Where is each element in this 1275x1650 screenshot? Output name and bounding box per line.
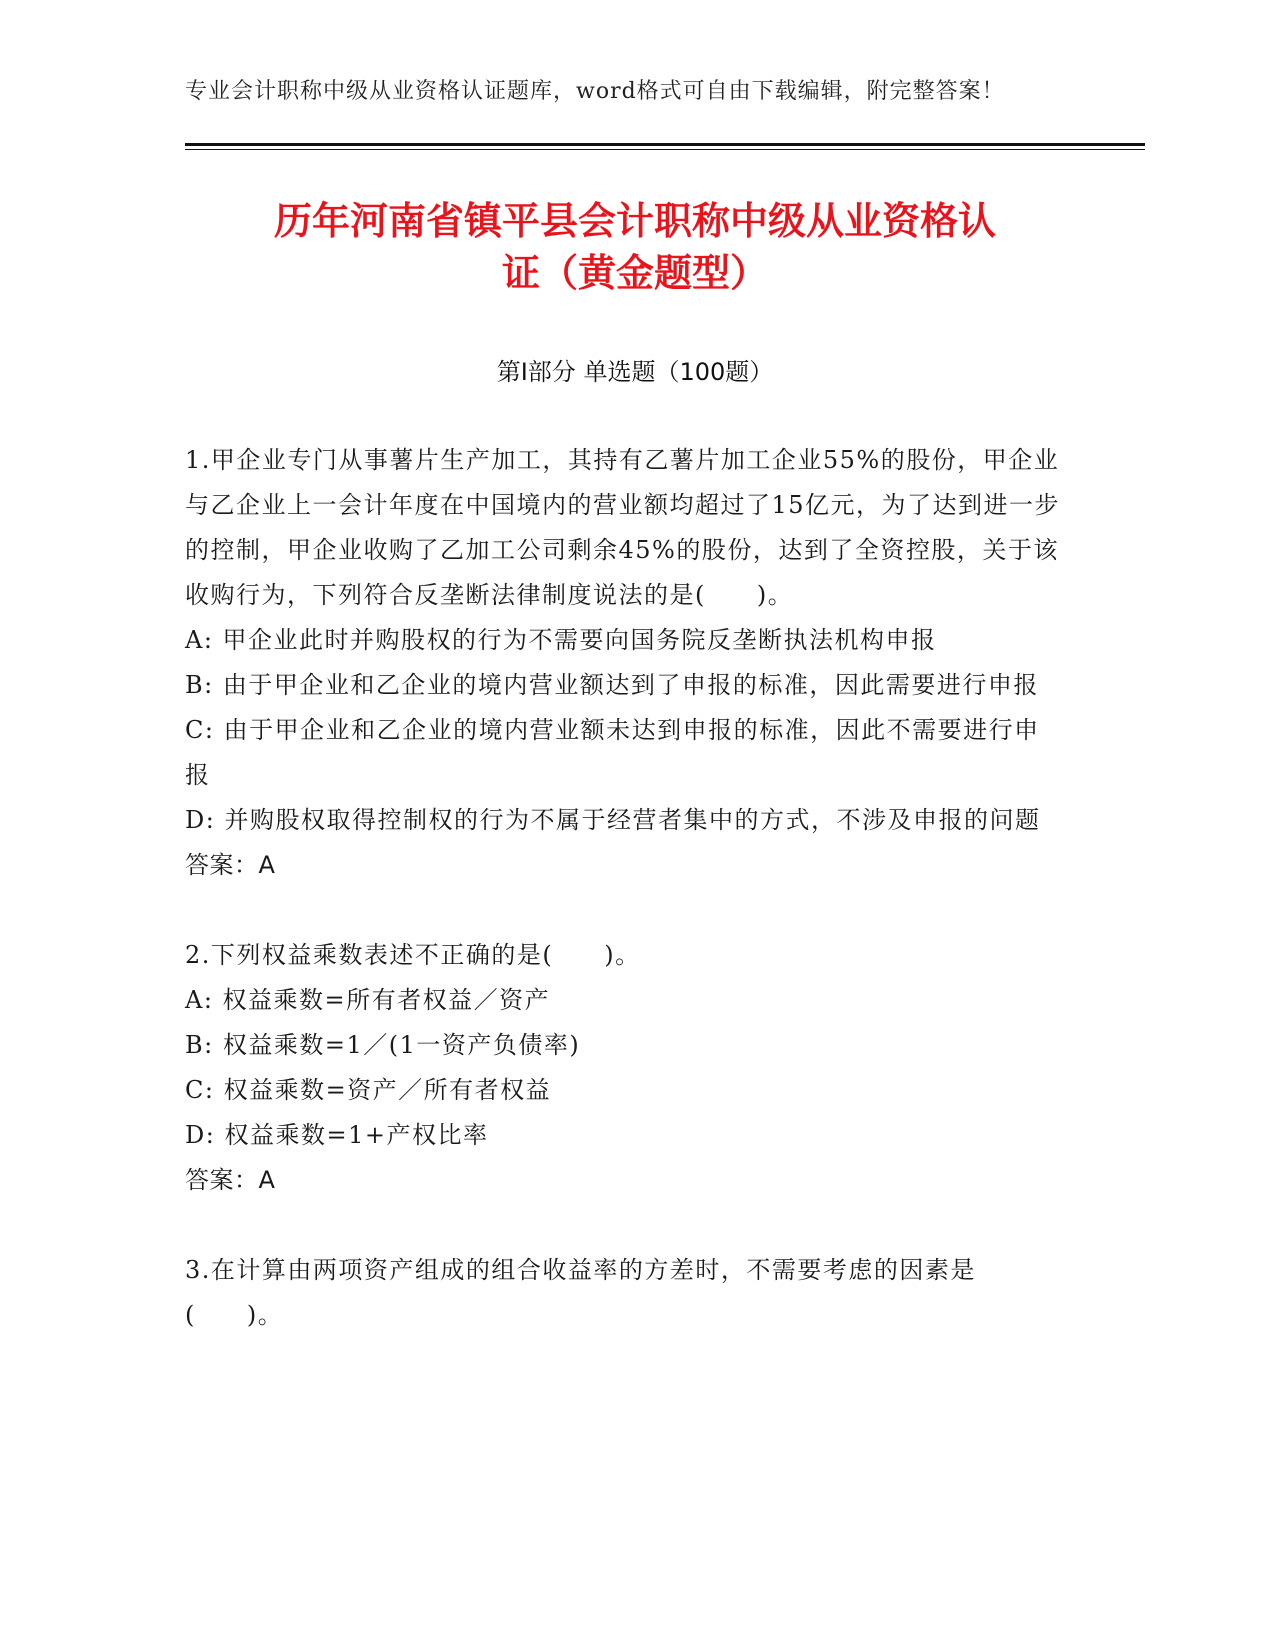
- section-title: 第Ⅰ部分 单选题（100题）: [496, 358, 774, 386]
- option-c: C: 权益乘数=资产／所有者权益: [185, 1076, 552, 1104]
- document-title-line-1: 历年河南省镇平县会计职称中级从业资格认: [273, 199, 996, 243]
- question-3: [185, 1248, 1065, 1338]
- option-b: B: 由于甲企业和乙企业的境内营业额达到了申报的标准，因此需要进行申报: [185, 671, 1039, 699]
- option-a: A: 权益乘数=所有者权益／资产: [185, 986, 551, 1014]
- header-rule-thick: [185, 143, 1145, 146]
- question-stem: 2.下列权益乘数表述不正确的是( )。: [185, 941, 641, 969]
- question-stem: 3.在计算由两项资产组成的组合收益率的方差时，不需要考虑的因素是( )。: [185, 1256, 976, 1329]
- header-rule-thin: [185, 149, 1145, 150]
- document-title-line-2: 证（黄金题型）: [501, 251, 768, 295]
- document-title: [185, 195, 1085, 299]
- question-stem: 1.甲企业专门从事薯片生产加工，其持有乙薯片加工企业55%的股份，甲企业与乙企业上一会计年度在中国境内的营业额均超过了15亿元，为了达到进一步的控制，甲企业收购了乙加工公司剩余45%的股份，达到了全资控股，关于该收购行为，下列符合反垄断法律制度说法的是( )。: [185, 446, 1061, 609]
- option-d: D: 并购股权取得控制权的行为不属于经营者集中的方式，不涉及申报的问题: [185, 806, 1041, 834]
- answer: 答案：A: [185, 1166, 276, 1194]
- option-a: A: 甲企业此时并购股权的行为不需要向国务院反垄断执法机构申报: [185, 626, 937, 654]
- option-b: B: 权益乘数=1／(1一资产负债率): [185, 1031, 581, 1059]
- question-2: [185, 933, 1065, 1203]
- question-list: [185, 438, 1065, 1383]
- answer: 答案：A: [185, 851, 276, 879]
- question-1: [185, 438, 1065, 888]
- header-note: 专业会计职称中级从业资格认证题库，word格式可自由下载编辑，附完整答案！: [185, 79, 1005, 104]
- option-d: D: 权益乘数=1+产权比率: [185, 1121, 489, 1149]
- option-c: C: 由于甲企业和乙企业的境内营业额未达到申报的标准，因此不需要进行申报: [185, 716, 1040, 789]
